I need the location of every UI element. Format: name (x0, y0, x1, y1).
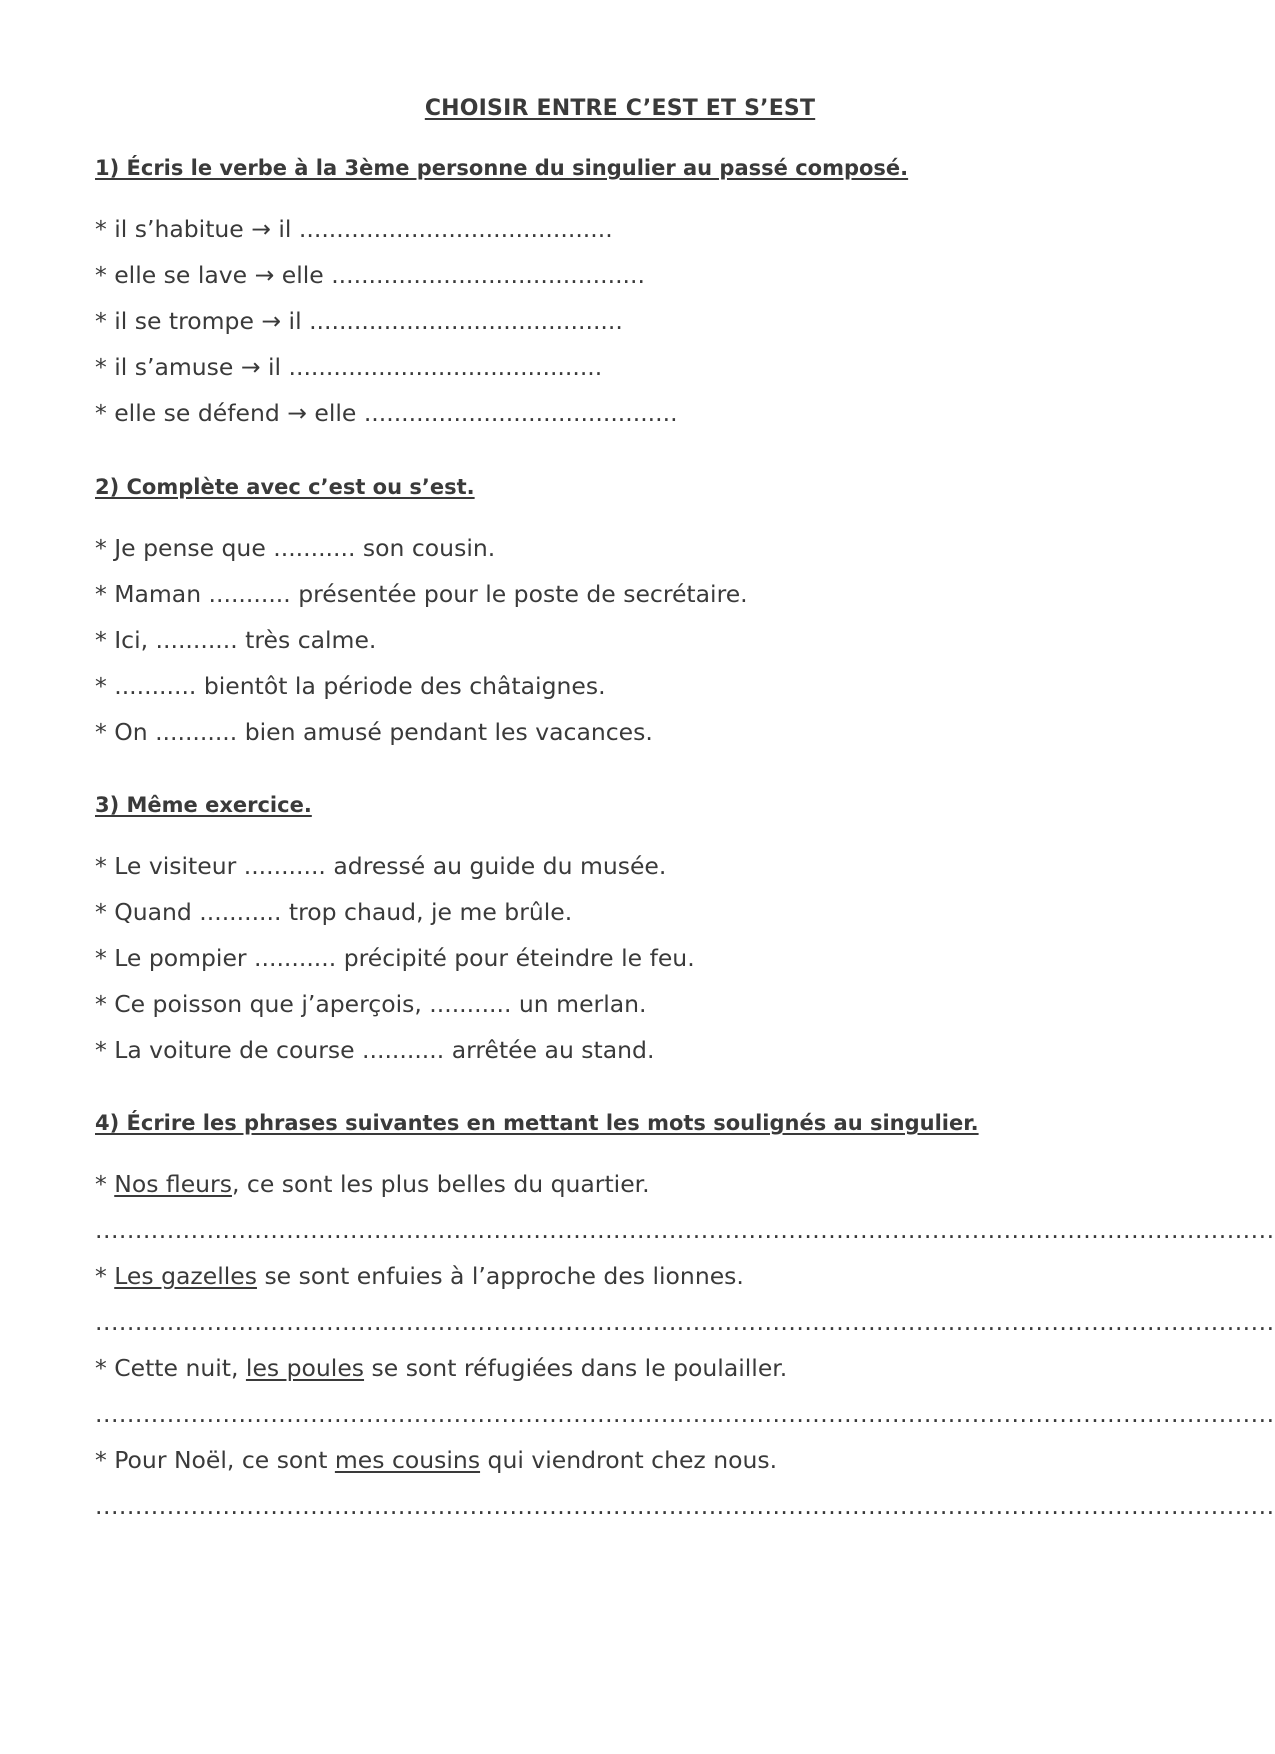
sentence-prefix: * Cette nuit, (95, 1354, 246, 1382)
exercise-4-sentence-4 (95, 1446, 777, 1474)
underlined-words: les poules (245, 1354, 365, 1382)
exercise-2-item-4: * ........... bientôt la période des châtaignes. (95, 672, 606, 700)
underlined-words: Les gazelles (114, 1262, 257, 1290)
underlined-words: mes cousins (334, 1446, 481, 1474)
exercise-1-item-5: * elle se défend → elle .......................................... (95, 399, 678, 427)
answer-line-2[interactable]: .................................................................................................................................................... (95, 1308, 1275, 1336)
section-2-title: 2) Complète avec c’est ou s’est. (95, 475, 475, 499)
sentence-prefix: * Pour Noël, ce sont (95, 1446, 335, 1474)
sentence-suffix: se sont enfuies à l’approche des lionnes. (256, 1262, 744, 1290)
exercise-2-item-1: * Je pense que ........... son cousin. (95, 534, 496, 562)
exercise-3-item-4: * Ce poisson que j’aperçois, ........... un merlan. (95, 990, 647, 1018)
exercise-3-item-5: * La voiture de course ........... arrêtée au stand. (95, 1036, 655, 1064)
exercise-3-item-1: * Le visiteur ........... adressé au guide du musée. (95, 852, 667, 880)
sentence-suffix: , ce sont les plus belles du quartier. (231, 1170, 650, 1198)
exercise-1-item-2: * elle se lave → elle .......................................... (95, 261, 645, 289)
exercise-2-item-2: * Maman ........... présentée pour le poste de secrétaire. (95, 580, 748, 608)
exercise-3-item-3: * Le pompier ........... précipité pour éteindre le feu. (95, 944, 695, 972)
exercise-2-item-5: * On ........... bien amusé pendant les vacances. (95, 718, 653, 746)
exercise-4-sentence-1 (95, 1170, 650, 1198)
answer-line-4[interactable]: .................................................................................................................................................... (95, 1492, 1275, 1520)
sentence-prefix: * (95, 1262, 115, 1290)
exercise-2-item-3: * Ici, ........... très calme. (95, 626, 377, 654)
underlined-words: Nos fleurs (114, 1170, 232, 1198)
section-1-title: 1) Écris le verbe à la 3ème personne du singulier au passé composé. (95, 156, 909, 180)
exercise-1-item-4: * il s’amuse → il .......................................... (95, 353, 603, 381)
answer-line-1[interactable]: .................................................................................................................................................... (95, 1216, 1275, 1244)
sentence-suffix: qui viendront chez nous. (480, 1446, 778, 1474)
section-3-title: 3) Même exercice. (95, 793, 312, 817)
exercise-1-item-1: * il s’habitue → il .......................................... (95, 215, 613, 243)
page-title: CHOISIR ENTRE C’EST ET S’EST (424, 96, 816, 121)
exercise-4-sentence-2 (95, 1262, 744, 1290)
section-4-title: 4) Écrire les phrases suivantes en mettant les mots soulignés au singulier. (95, 1111, 979, 1135)
sentence-suffix: se sont réfugiées dans le poulailler. (364, 1354, 788, 1382)
exercise-4-sentence-3 (95, 1354, 787, 1382)
answer-line-3[interactable]: .................................................................................................................................................... (95, 1400, 1275, 1428)
exercise-3-item-2: * Quand ........... trop chaud, je me brûle. (95, 898, 573, 926)
sentence-prefix: * (95, 1170, 115, 1198)
exercise-1-item-3: * il se trompe → il .......................................... (95, 307, 623, 335)
